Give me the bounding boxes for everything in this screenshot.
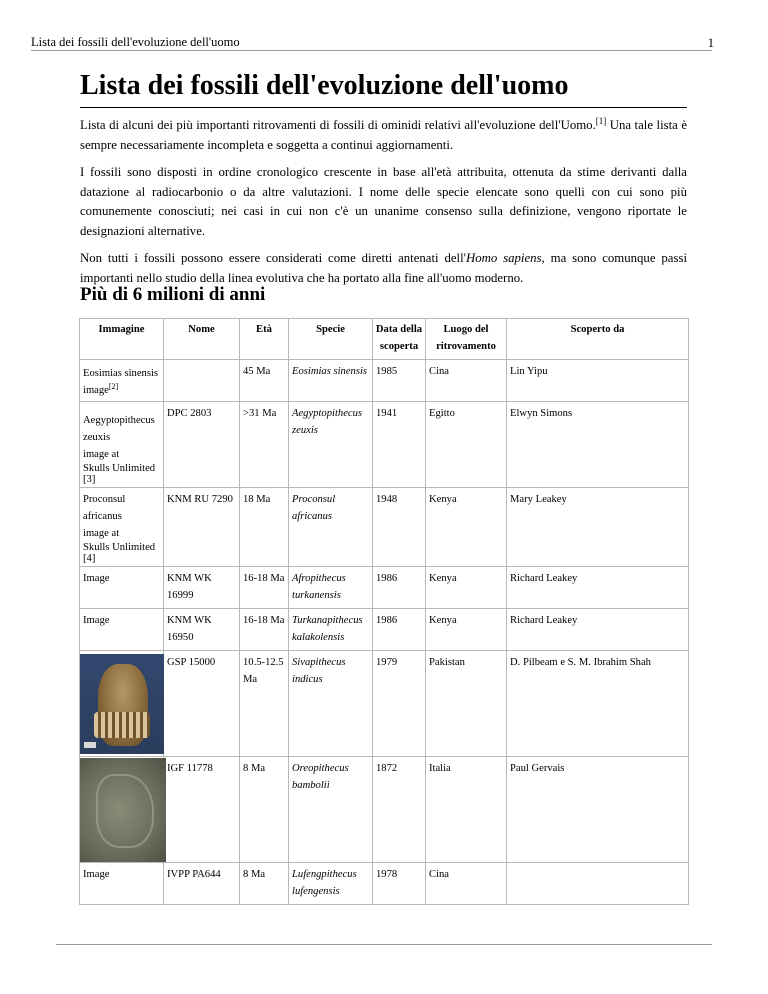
- discoverer-cell: Richard Leakey: [507, 567, 689, 609]
- name-cell: DPC 2803: [164, 402, 240, 488]
- species-cell: Sivapithecus indicus: [289, 651, 373, 757]
- image-caption: Proconsul africanus: [83, 494, 126, 522]
- age-cell: 10.5-12.5 Ma: [240, 651, 289, 757]
- table-row: [80, 488, 689, 567]
- table-row: [80, 360, 689, 402]
- intro-paragraph-3: [80, 249, 687, 288]
- table-row: [80, 651, 689, 757]
- intro-text-tail: Una tale lista è sempre necessariamente incompleta e soggetta a continui aggiornamenti.: [80, 118, 687, 152]
- table-row: [80, 402, 689, 488]
- running-header-title: Lista dei fossili dell'evoluzione dell'uomo: [31, 35, 240, 49]
- column-header-date: Data della scoperta: [373, 319, 426, 360]
- image-cell[interactable]: Image: [80, 609, 164, 651]
- fossils-table: [79, 318, 689, 905]
- species-cell: Eosimias sinensis: [289, 360, 373, 402]
- place-cell: Egitto: [426, 402, 507, 488]
- name-cell: KNM RU 7290: [164, 488, 240, 567]
- name-cell: KNM WK 16999: [164, 567, 240, 609]
- place-cell: Kenya: [426, 609, 507, 651]
- age-cell: 18 Ma: [240, 488, 289, 567]
- table-row: [80, 757, 689, 863]
- reference-link[interactable]: [4]: [83, 553, 96, 564]
- date-cell: 1941: [373, 402, 426, 488]
- date-cell: 1986: [373, 609, 426, 651]
- name-cell: IGF 11778: [164, 757, 240, 863]
- table-row: [80, 567, 689, 609]
- species-cell: Turkanapithecus kalakolensis: [289, 609, 373, 651]
- age-cell: 16-18 Ma: [240, 567, 289, 609]
- discoverer-cell: Paul Gervais: [507, 757, 689, 863]
- place-cell: Kenya: [426, 488, 507, 567]
- date-cell: 1979: [373, 651, 426, 757]
- species-cell: Proconsul africanus: [289, 488, 373, 567]
- date-cell: 1985: [373, 360, 426, 402]
- column-header-image: Immagine: [80, 319, 164, 360]
- footer-divider: [56, 944, 712, 945]
- image-cell[interactable]: [80, 651, 164, 757]
- image-caption: image[2]: [83, 382, 119, 396]
- date-cell: 1948: [373, 488, 426, 567]
- column-header-discoverer: Scoperto da: [507, 319, 689, 360]
- discoverer-cell: [507, 863, 689, 905]
- place-cell: Cina: [426, 360, 507, 402]
- species-cell: Oreopithecus bambolii: [289, 757, 373, 863]
- table-header-row: [80, 319, 689, 360]
- image-cell: [80, 488, 164, 567]
- age-cell: 8 Ma: [240, 863, 289, 905]
- image-cell[interactable]: Image: [80, 567, 164, 609]
- image-cell[interactable]: [80, 757, 164, 863]
- name-cell: GSP 15000: [164, 651, 240, 757]
- image-cell: [80, 360, 164, 402]
- image-link[interactable]: image at: [83, 449, 120, 460]
- image-link[interactable]: image at: [83, 528, 120, 539]
- image-link[interactable]: Skulls Unlimited: [83, 542, 156, 553]
- age-cell: 8 Ma: [240, 757, 289, 863]
- age-cell: >31 Ma: [240, 402, 289, 488]
- reference-link-1[interactable]: [1]: [595, 116, 607, 126]
- image-cell: [80, 402, 164, 488]
- page-number: 1: [707, 36, 714, 50]
- reference-link[interactable]: [2]: [108, 382, 119, 391]
- image-caption: Eosimias sinensis: [83, 368, 159, 379]
- column-header-place: Luogo del ritrovamento: [426, 319, 507, 360]
- intro-text: Non tutti i fossili possono essere considerati come diretti antenati dell': [80, 251, 466, 265]
- species-cell: Aegyptopithecus zeuxis: [289, 402, 373, 488]
- name-cell: KNM WK 16950: [164, 609, 240, 651]
- age-cell: 45 Ma: [240, 360, 289, 402]
- intro: [80, 116, 687, 296]
- discoverer-cell: Lin Yipu: [507, 360, 689, 402]
- name-cell: [164, 360, 240, 402]
- reference-link[interactable]: [3]: [83, 474, 96, 485]
- table-row: [80, 609, 689, 651]
- species-cell: Lufengpithecus lufengensis: [289, 863, 373, 905]
- intro-text-tail: , ma sono comunque passi importanti nello studio della linea evolutiva che ha portato alla fine all'uomo moderno.: [80, 251, 687, 285]
- skull-photo-sivapithecus[interactable]: [80, 654, 164, 754]
- intro-paragraph-1: [80, 116, 687, 155]
- date-cell: 1986: [373, 567, 426, 609]
- place-cell: Pakistan: [426, 651, 507, 757]
- image-cell[interactable]: Image: [80, 863, 164, 905]
- intro-paragraph-2: I fossili sono disposti in ordine cronologico crescente in base all'età attribuita, ottenuta da stime derivanti dalla datazione al radiocarbonio o da altre valutazioni. I nome delle specie elencate sono quelli con cui sono più comunemente conosciuti; nei casi in cui non c'è un unanime consenso sulla definizione, vengono riportate le designazioni alternative.: [80, 165, 687, 238]
- discoverer-cell: Elwyn Simons: [507, 402, 689, 488]
- discoverer-cell: Richard Leakey: [507, 609, 689, 651]
- name-cell: IVPP PA644: [164, 863, 240, 905]
- place-cell: Kenya: [426, 567, 507, 609]
- column-header-species: Specie: [289, 319, 373, 360]
- discoverer-cell: D. Pilbeam e S. M. Ibrahim Shah: [507, 651, 689, 757]
- intro-emphasis: Homo sapiens: [465, 251, 542, 265]
- section-title: Più di 6 milioni di anni: [80, 284, 266, 305]
- discoverer-cell: Mary Leakey: [507, 488, 689, 567]
- species-cell: Afropithecus turkanensis: [289, 567, 373, 609]
- column-header-name: Nome: [164, 319, 240, 360]
- place-cell: Cina: [426, 863, 507, 905]
- column-header-age: Età: [240, 319, 289, 360]
- place-cell: Italia: [426, 757, 507, 863]
- table-row: [80, 863, 689, 905]
- date-cell: 1872: [373, 757, 426, 863]
- image-link[interactable]: Skulls Unlimited: [83, 463, 156, 474]
- page-title: Lista dei fossili dell'evoluzione dell'uomo: [80, 68, 687, 108]
- intro-text: Lista di alcuni dei più importanti ritrovamenti di fossili di ominidi relativi all'evoluzione dell'Uomo.: [80, 118, 596, 132]
- image-caption: Aegyptopithecus zeuxis: [83, 415, 155, 443]
- date-cell: 1978: [373, 863, 426, 905]
- age-cell: 16-18 Ma: [240, 609, 289, 651]
- running-header: [31, 30, 712, 51]
- fossil-photo-oreopithecus[interactable]: [80, 758, 166, 862]
